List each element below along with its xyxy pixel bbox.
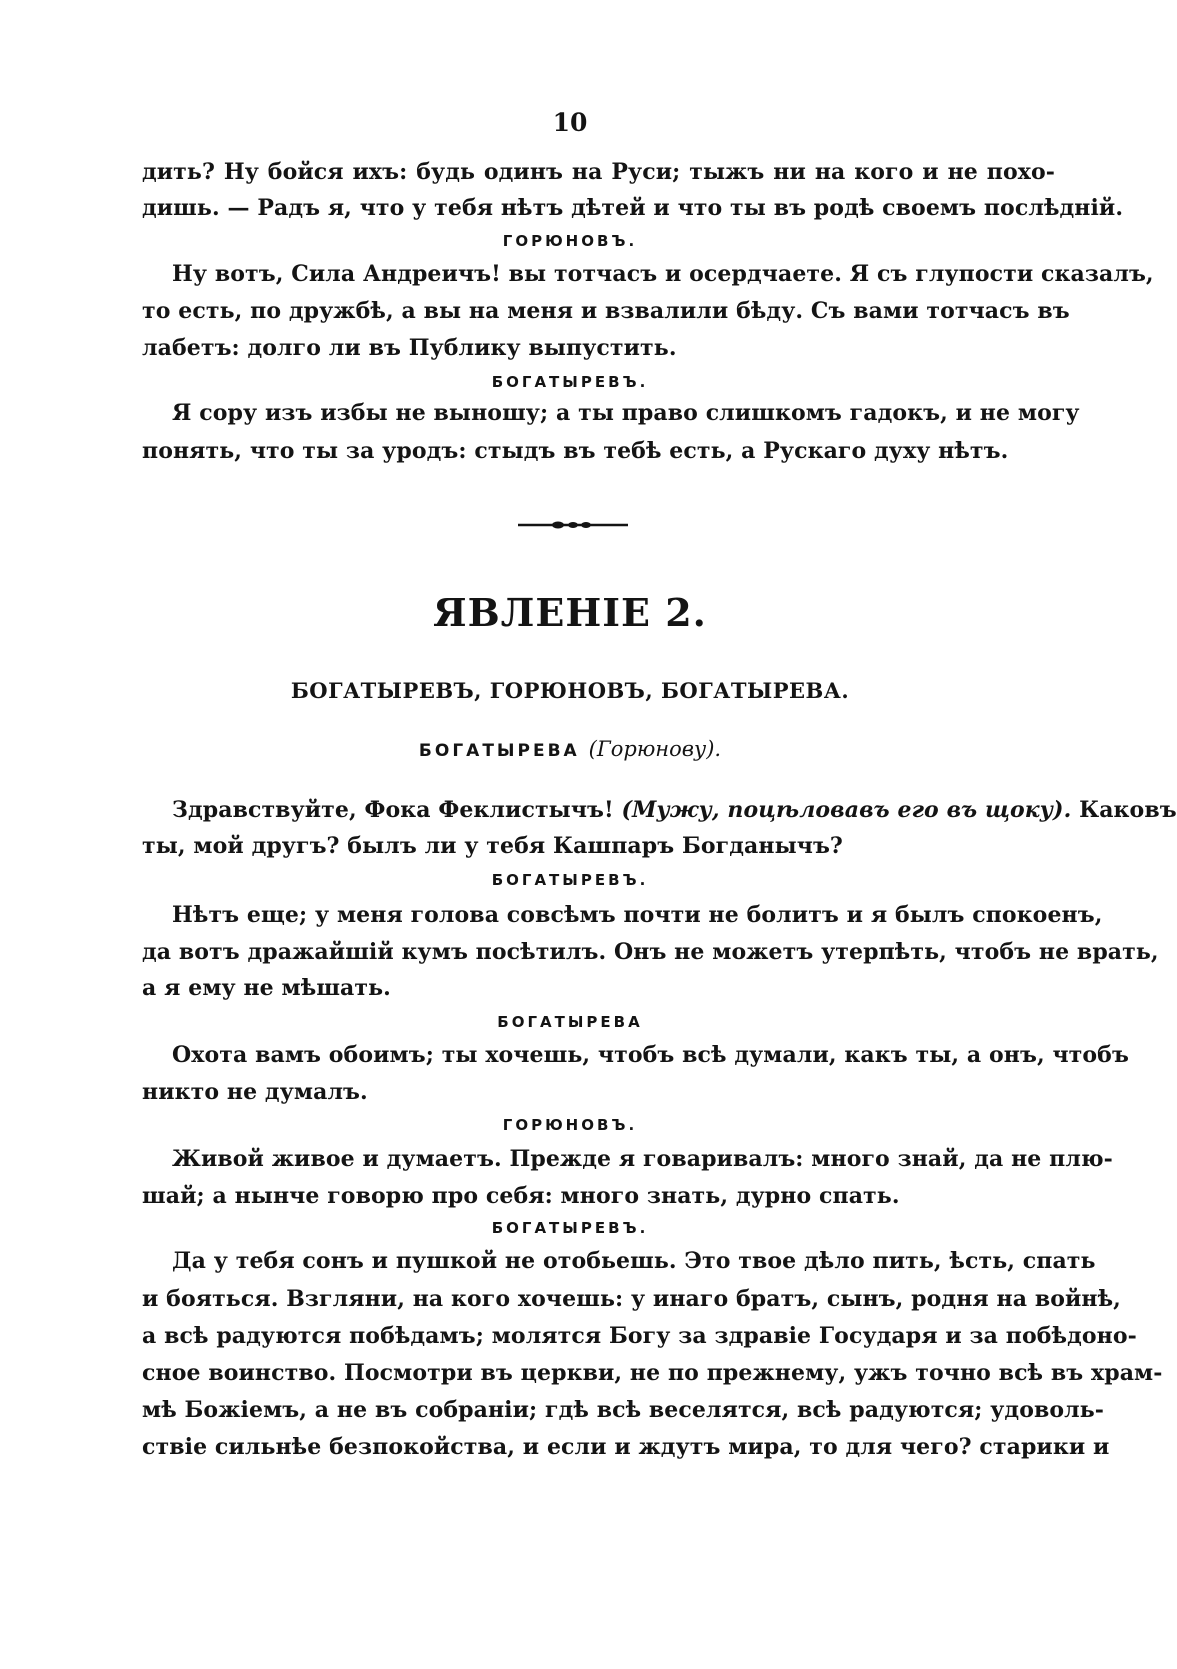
speaker-name: БОГАТЫРЕВЪ. bbox=[491, 1219, 649, 1237]
speaker-name: БОГАТЫРЕВА bbox=[418, 741, 580, 761]
speaker-with-direction bbox=[0, 739, 1140, 761]
stage-direction: (Мужу, поцѣловавъ его въ щоку). bbox=[621, 797, 1072, 823]
text-line: понять, что ты за уродъ: стыдъ въ тебѣ есть, а Рускаго духу нѣтъ. bbox=[142, 438, 1009, 464]
text-line: ствіе сильнѣе безпокойства, и если и ждутъ мира, то для чего? старики и bbox=[142, 1434, 1110, 1460]
stage-direction: (Горюнову). bbox=[588, 737, 722, 761]
text-line: шай; а нынче говорю про себя: много знать, дурно спать. bbox=[142, 1183, 900, 1209]
scene-characters: БОГАТЫРЕВЪ, ГОРЮНОВЪ, БОГАТЫРЕВА. bbox=[290, 678, 850, 703]
ornament-divider bbox=[518, 515, 628, 535]
speaker-name: БОГАТЫРЕВЪ. bbox=[491, 871, 649, 889]
text-line: да вотъ дражайшій кумъ посѣтилъ. Онъ не можетъ утерпѣть, чтобъ не врать, bbox=[142, 939, 1159, 965]
speech-text: Каковъ bbox=[1079, 797, 1177, 823]
text-line: Да у тебя сонъ и пушкой не отобьешь. Это твое дѣло пить, ѣсть, спать bbox=[172, 1248, 1096, 1274]
text-line: а всѣ радуются побѣдамъ; молятся Богу за здравіе Государя и за побѣдоно- bbox=[142, 1323, 1137, 1349]
text-line: Я сору изъ избы не выношу; а ты право слишкомъ гадокъ, и не могу bbox=[172, 400, 1080, 426]
speech-text: Здравствуйте, Фока Феклистычъ! bbox=[172, 797, 614, 823]
speaker-name: БОГАТЫРЕВА bbox=[497, 1013, 643, 1031]
text-line: дить? Ну бойся ихъ: будь одинъ на Руси; тыжъ ни на кого и не похо- bbox=[142, 159, 1055, 185]
text-line: Ну вотъ, Сила Андреичъ! вы тотчасъ и осердчаете. Я съ глупости сказалъ, bbox=[172, 261, 1154, 287]
text-line: лабетъ: долго ли въ Публику выпустить. bbox=[142, 335, 677, 361]
text-line: мѣ Божіемъ, а не въ собраніи; гдѣ всѣ веселятся, всѣ радуются; удоволь- bbox=[142, 1397, 1105, 1423]
text-line: то есть, по дружбѣ, а вы на меня и взвалили бѣду. Съ вами тотчасъ въ bbox=[142, 298, 1070, 324]
speaker-name: БОГАТЫРЕВЪ. bbox=[491, 373, 649, 391]
text-line: никто не думалъ. bbox=[142, 1079, 368, 1105]
text-line: Нѣтъ еще; у меня голова совсѣмъ почти не болитъ и я былъ спокоенъ, bbox=[172, 902, 1103, 928]
text-line: дишь. — Радъ я, что у тебя нѣтъ дѣтей и что ты въ родѣ своемъ послѣдній. bbox=[142, 195, 1124, 221]
text-line: Живой живое и думаетъ. Прежде я говаривалъ: много знай, да не плю- bbox=[172, 1146, 1113, 1172]
speaker-name: ГОРЮНОВЪ. bbox=[502, 232, 638, 250]
text-line: сное воинство. Посмотри въ церкви, не по прежнему, ужъ точно всѣ въ храм- bbox=[142, 1360, 1163, 1386]
text-line: ты, мой другъ? былъ ли у тебя Кашпаръ Богданычъ? bbox=[142, 833, 843, 859]
text-line: а я ему не мѣшать. bbox=[142, 975, 391, 1001]
text-line: и бояться. Взгляни, на кого хочешь: у инаго братъ, сынъ, родня на войнѣ, bbox=[142, 1286, 1121, 1312]
speaker-name: ГОРЮНОВЪ. bbox=[502, 1116, 638, 1134]
page-number: 10 bbox=[552, 108, 588, 137]
text-line: Охота вамъ обоимъ; ты хочешь, чтобъ всѣ думали, какъ ты, а онъ, чтобъ bbox=[172, 1042, 1129, 1068]
scene-title: ЯВЛЕНІЕ 2. bbox=[433, 590, 707, 635]
text-line bbox=[172, 795, 1177, 825]
